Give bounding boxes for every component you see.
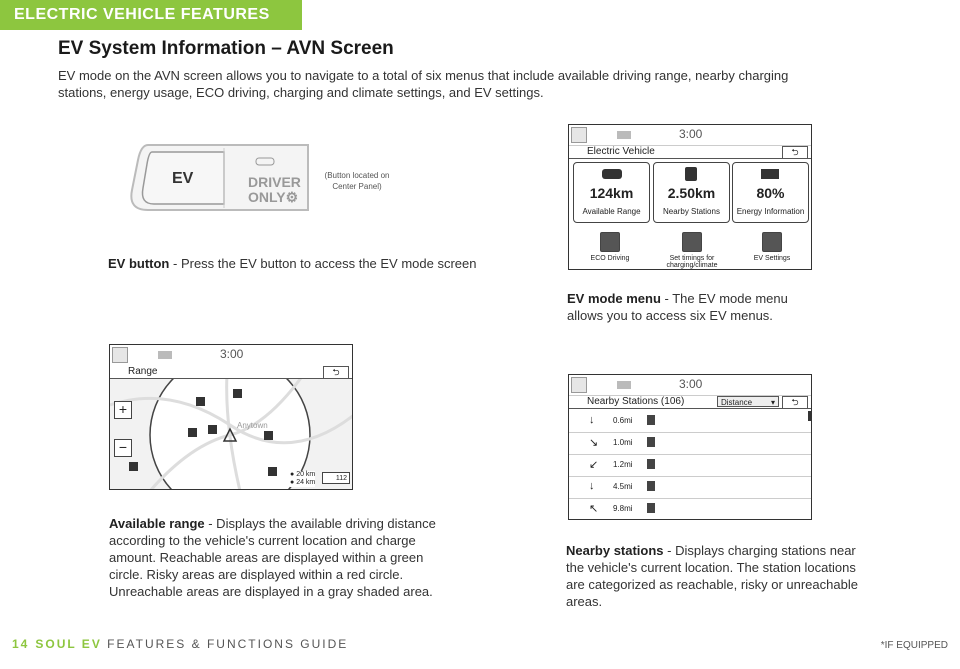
stations-screen bbox=[568, 374, 812, 520]
caption-title: Available range bbox=[109, 516, 205, 531]
station-row[interactable] bbox=[569, 454, 811, 477]
home-icon[interactable] bbox=[571, 377, 587, 393]
legend-item-2: ● 24 km bbox=[290, 479, 316, 486]
scrollbar[interactable] bbox=[808, 411, 811, 421]
caption-text: - The EV mode menu allows you to access six EV menus. bbox=[567, 291, 788, 323]
battery-icon bbox=[761, 169, 779, 179]
option-label: Set timings for charging/climate bbox=[666, 255, 718, 269]
card-value: 2.50km bbox=[667, 185, 716, 201]
card-value: 80% bbox=[756, 185, 785, 201]
clock: 3:00 bbox=[679, 127, 703, 141]
intro-text: EV mode on the AVN screen allows you to navigate to a total of six menus that include available driving range, nearby charging stations, energy usage, ECO driving, charging and climate settings, and EV settings. bbox=[58, 68, 789, 100]
home-icon[interactable] bbox=[571, 127, 587, 143]
direction-arrow-icon: ↓ bbox=[589, 480, 595, 492]
ev-menu-caption bbox=[567, 290, 827, 324]
clock: 3:00 bbox=[679, 377, 703, 391]
card-nearby-stations[interactable] bbox=[653, 162, 730, 223]
car-icon bbox=[602, 169, 622, 179]
legend-text: 24 km bbox=[296, 479, 316, 486]
option-label: EV Settings bbox=[753, 255, 791, 262]
sort-dropdown[interactable] bbox=[717, 396, 779, 407]
station-row[interactable] bbox=[569, 432, 811, 455]
header-title: Range bbox=[128, 366, 158, 377]
home-icon[interactable] bbox=[112, 347, 128, 363]
station-distance: 1.0mi bbox=[613, 438, 633, 447]
charger-icon bbox=[647, 481, 655, 491]
footer-note: *IF EQUIPPED bbox=[880, 640, 948, 651]
station-count: 112 bbox=[335, 475, 347, 482]
header-title: Electric Vehicle bbox=[587, 146, 655, 157]
clock: 3:00 bbox=[220, 347, 244, 361]
eco-car-icon bbox=[600, 232, 620, 252]
sort-label: Distance bbox=[721, 398, 753, 407]
charger-icon bbox=[647, 503, 655, 513]
zoom-out-button[interactable]: − bbox=[114, 439, 132, 457]
station-distance: 0.6mi bbox=[613, 416, 633, 425]
charger-icon bbox=[647, 415, 655, 425]
direction-arrow-icon: ↓ bbox=[589, 414, 595, 426]
card-label: Energy Information bbox=[736, 207, 805, 216]
footer-guide-title bbox=[12, 637, 348, 651]
model-name: SOUL EV bbox=[35, 637, 102, 651]
screen-header bbox=[110, 365, 352, 379]
status-bar bbox=[569, 125, 811, 146]
stations-caption bbox=[566, 542, 876, 610]
only-label-text: ONLY bbox=[248, 189, 286, 205]
caption-text: - Displays the available driving distance according to the vehicle's current location and charge amount. Reachable areas are displayed within a green circle. Risky areas are displayed within a red circle. Unreachable areas are displayed in a gray shaded area. bbox=[109, 516, 436, 599]
seat-icon: ⚙ bbox=[285, 189, 299, 205]
card-energy-information[interactable] bbox=[732, 162, 809, 223]
ev-menu-screen bbox=[568, 124, 812, 270]
town-label: Anytown bbox=[237, 421, 268, 430]
station-row[interactable] bbox=[569, 410, 811, 433]
legend-text: 20 km bbox=[296, 471, 316, 478]
card-available-range[interactable] bbox=[573, 162, 650, 223]
card-label: Nearby Stations bbox=[663, 207, 720, 216]
caption-title: EV mode menu bbox=[567, 291, 661, 306]
status-bar bbox=[110, 345, 352, 366]
ev-button-illustration bbox=[128, 140, 318, 215]
station-row[interactable] bbox=[569, 498, 811, 520]
option-eco-driving[interactable] bbox=[579, 232, 641, 262]
back-button[interactable]: ⮌ bbox=[323, 366, 349, 379]
charger-icon bbox=[685, 167, 697, 181]
station-row[interactable] bbox=[569, 476, 811, 499]
nav-badge-icon bbox=[158, 351, 172, 359]
gear-icon bbox=[762, 232, 782, 252]
option-ev-settings[interactable] bbox=[741, 232, 803, 262]
charger-icon bbox=[647, 459, 655, 469]
direction-arrow-icon: ↘ bbox=[589, 437, 599, 449]
timer-icon bbox=[682, 232, 702, 252]
nav-badge-icon bbox=[617, 131, 631, 139]
caption-text: - Displays charging stations near the vehicle's current location. The station locations are categorized as reachable, risky or unreachable areas. bbox=[566, 543, 858, 609]
chevron-down-icon: ▾ bbox=[770, 398, 775, 407]
nav-badge-icon bbox=[617, 381, 631, 389]
guide-name: FEATURES & FUNCTIONS GUIDE bbox=[107, 637, 349, 651]
station-distance: 4.5mi bbox=[613, 482, 633, 491]
station-distance: 9.8mi bbox=[613, 504, 633, 513]
back-button[interactable]: ⮌ bbox=[782, 146, 808, 159]
card-value: 124km bbox=[589, 185, 634, 201]
only-label bbox=[248, 189, 298, 206]
screen-header bbox=[569, 395, 811, 409]
direction-arrow-icon: ↖ bbox=[589, 503, 599, 515]
back-button[interactable]: ⮌ bbox=[782, 396, 808, 409]
charger-icon bbox=[647, 437, 655, 447]
range-screen bbox=[109, 344, 353, 490]
page-title: EV System Information – AVN Screen bbox=[58, 38, 394, 59]
driver-label: DRIVER bbox=[248, 174, 301, 190]
direction-arrow-icon: ↙ bbox=[589, 459, 599, 471]
zoom-in-button[interactable]: + bbox=[114, 401, 132, 419]
status-bar bbox=[569, 375, 811, 396]
page-number: 14 bbox=[12, 637, 30, 651]
range-caption bbox=[109, 515, 439, 600]
card-label: Available Range bbox=[582, 207, 641, 216]
caption-title: Nearby stations bbox=[566, 543, 664, 558]
caption-title: EV button bbox=[108, 256, 170, 271]
ev-button-caption bbox=[108, 255, 488, 272]
section-tab: ELECTRIC VEHICLE FEATURES bbox=[0, 0, 302, 30]
legend-item-1: ● 20 km bbox=[290, 471, 316, 478]
ev-button-note: (Button located on Center Panel) bbox=[324, 171, 390, 191]
screen-header bbox=[569, 145, 811, 159]
range-legend bbox=[290, 471, 315, 487]
station-count-button[interactable] bbox=[322, 472, 350, 484]
option-set-timings[interactable] bbox=[657, 232, 727, 269]
station-distance: 1.2mi bbox=[613, 460, 633, 469]
caption-text: - Press the EV button to access the EV mode screen bbox=[169, 256, 477, 271]
option-label: ECO Driving bbox=[590, 255, 630, 262]
header-title: Nearby Stations (106) bbox=[587, 396, 685, 407]
ev-button-label: EV bbox=[172, 170, 194, 187]
